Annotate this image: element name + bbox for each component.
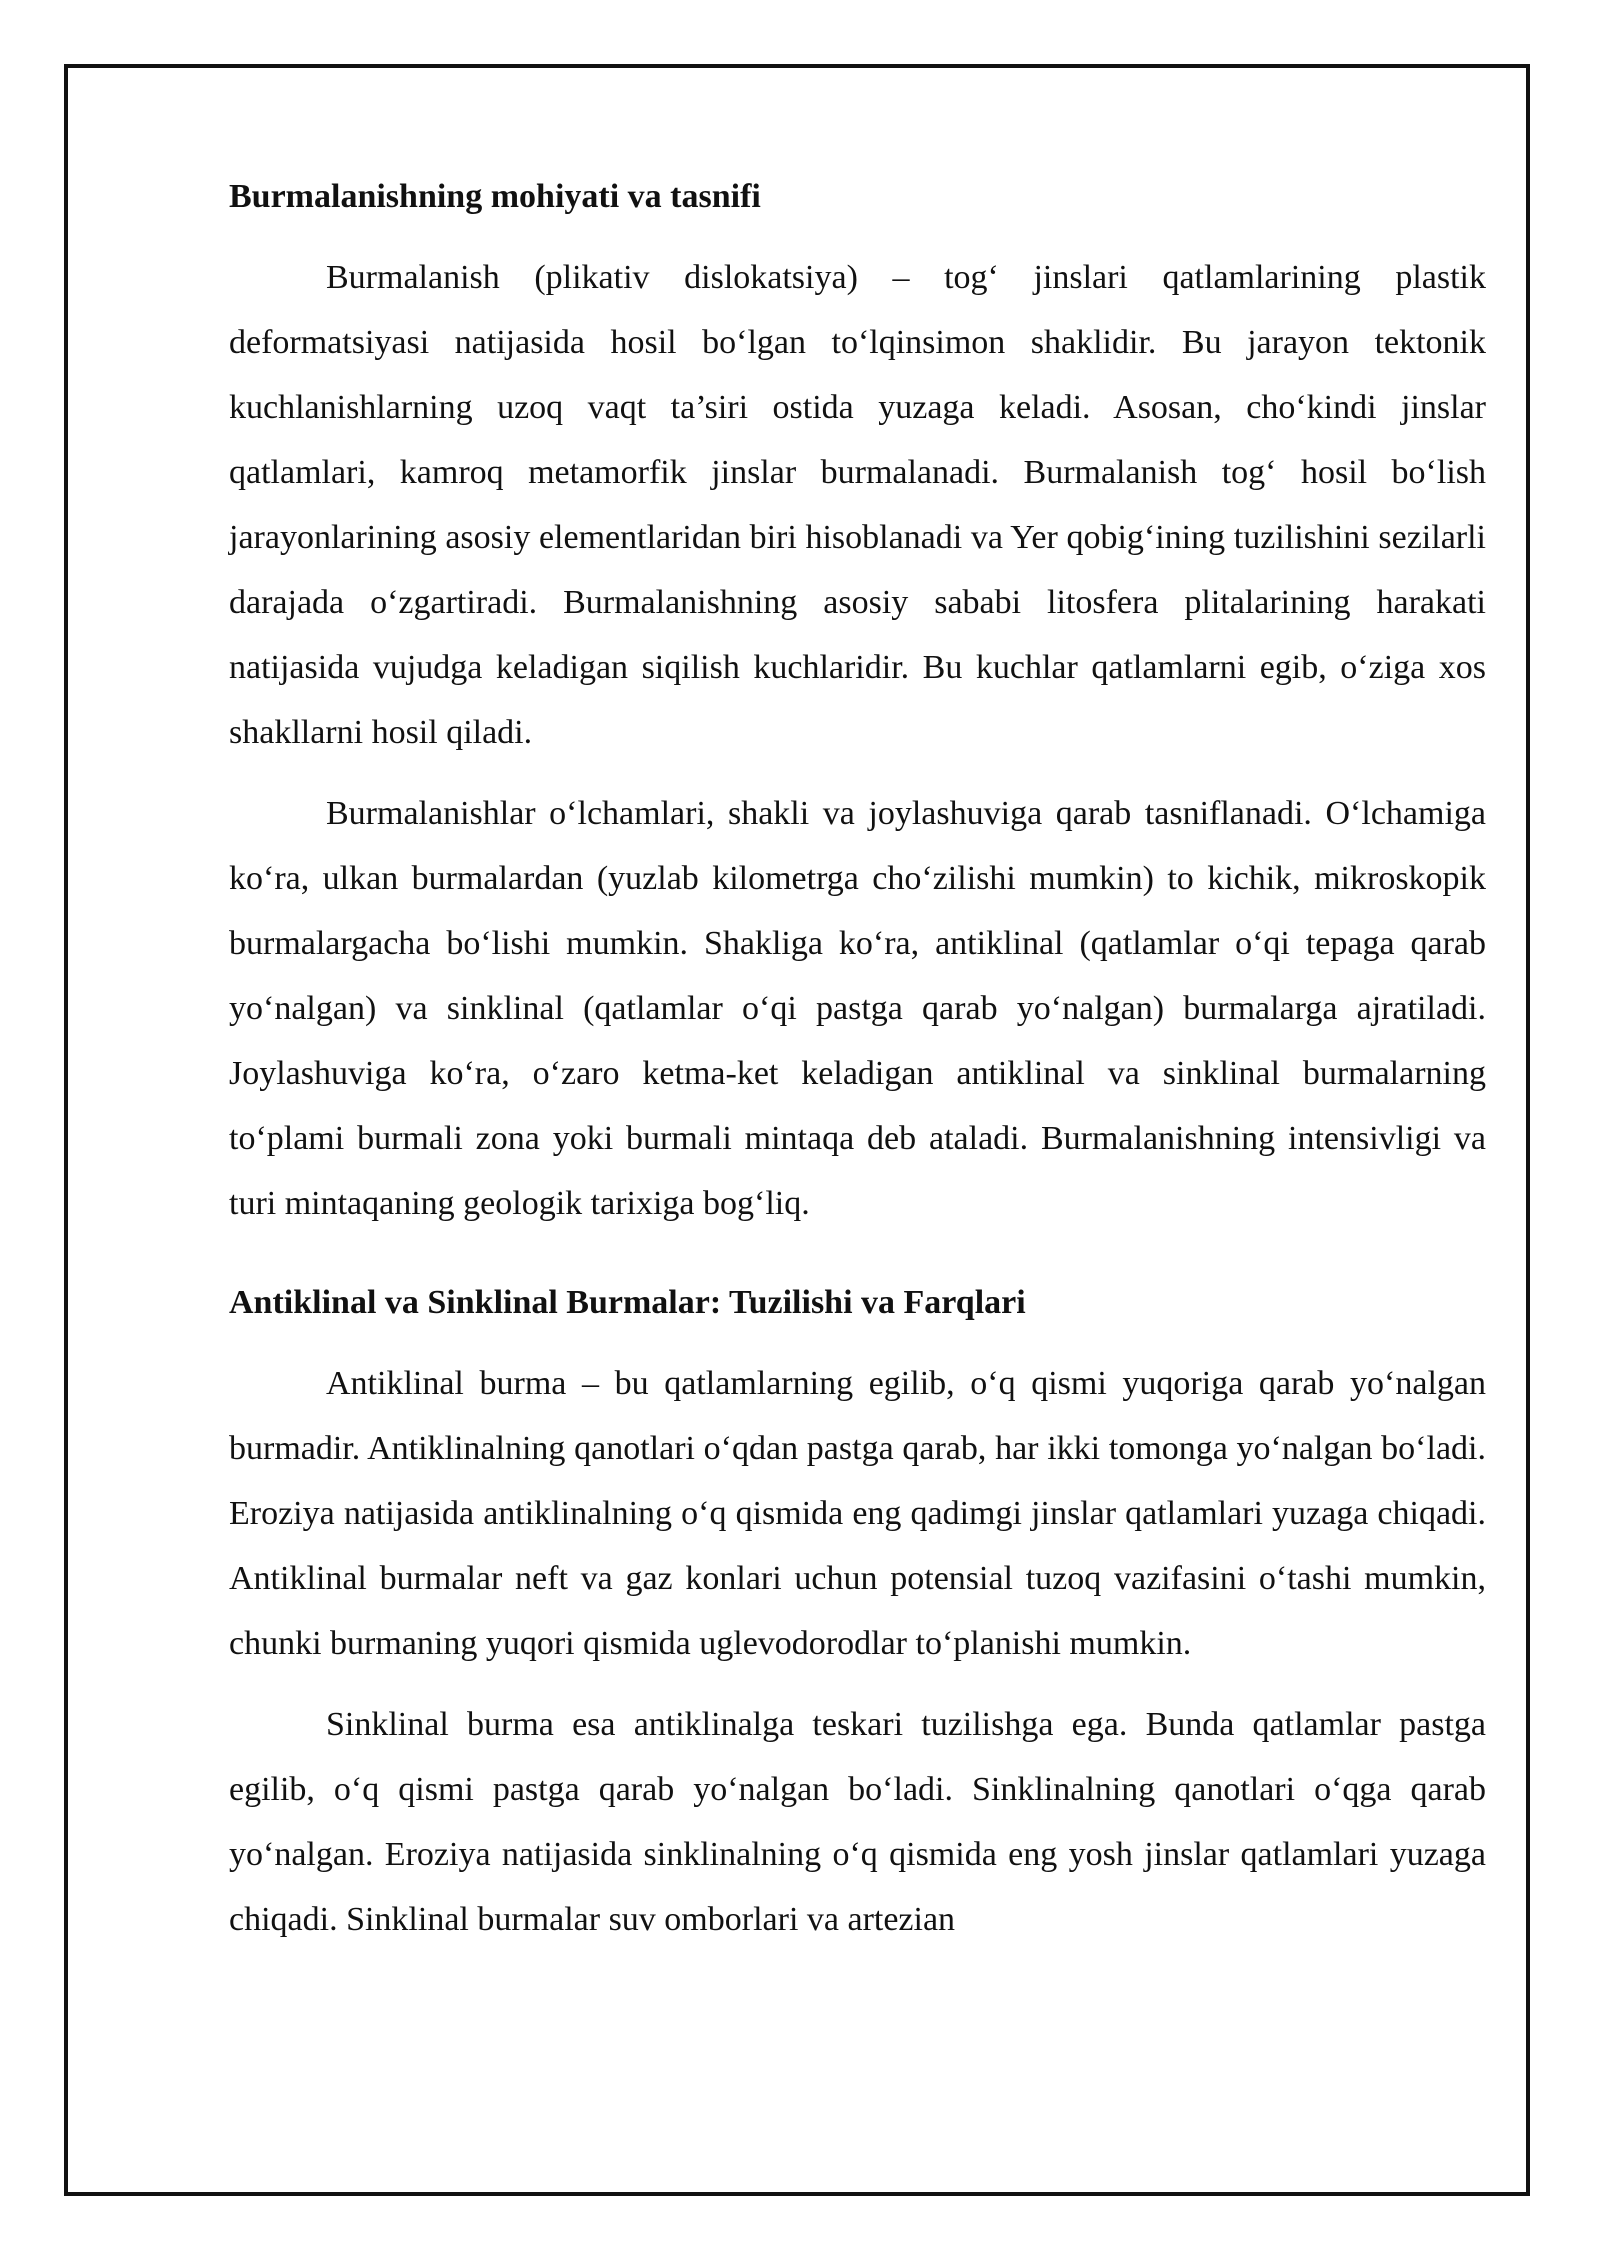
paragraph-anticline: Antiklinal burma – bu qatlamlarning egilib, o‘q qismi yuqoriga qarab yo‘nalgan burmadir. Antiklinalning qanotlari o‘qdan pastga qarab, har ikki tomonga yo‘nalgan bo‘ladi. Eroziya natijasida antiklinalning o‘q qismida eng qadimgi jinslar qatlamlari yuzaga chiqadi. Antiklinal burmalar neft va gaz konlari uchun potensial tuzoq vazifasini o‘tashi mumkin, chunki burmaning yuqori qismida uglevodorodlar to‘planishi mumkin. <box>229 1365 1486 1662</box>
paragraph-folding-definition: Burmalanish (plikativ dislokatsiya) – tog‘ jinslari qatlamlarining plastik deformatsiyasi natijasida hosil bo‘lgan to‘lqinsimon shaklidir. Bu jarayon tektonik kuchlanishlarning uzoq vaqt ta’siri ostida yuzaga keladi. Asosan, cho‘kindi jinslar qatlamlari, kamroq metamorfik jinslar burmalanadi. Burmalanish tog‘ hosil bo‘lish jarayonlarining asosiy elementlaridan biri hisoblanadi va Yer qobig‘ining tuzilishini sezilarli darajada o‘zgartiradi. Burmalanishning asosiy sababi litosfera plitalarining harakati natijasida vujudga keladigan siqilish kuchlaridir. Bu kuchlar qatlamlarni egib, o‘ziga xos shakllarni hosil qiladi. <box>229 259 1486 751</box>
section-heading-folding-essence: Burmalanishning mohiyati va tasnifi <box>229 178 761 215</box>
paragraph-folding-classification: Burmalanishlar o‘lchamlari, shakli va joylashuviga qarab tasniflanadi. O‘lchamiga ko‘ra, ulkan burmalardan (yuzlab kilometrga cho‘zilishi mumkin) to kichik, mikroskopik burmalargacha bo‘lishi mumkin. Shakliga ko‘ra, antiklinal (qatlamlar o‘qi tepaga qarab yo‘nalgan) va sinklinal (qatlamlar o‘qi pastga qarab yo‘nalgan) burmalarga ajratiladi. Joylashuviga ko‘ra, o‘zaro ketma-ket keladigan antiklinal va sinklinal burmalarning to‘plami burmali zona yoki burmali mintaqa deb ataladi. Burmalanishning intensivligi va turi mintaqaning geologik tarixiga bog‘liq. <box>229 795 1486 1222</box>
section-heading-anticline-syncline: Antiklinal va Sinklinal Burmalar: Tuzilishi va Farqlari <box>229 1284 1026 1321</box>
paragraph-syncline: Sinklinal burma esa antiklinalga teskari tuzilishga ega. Bunda qatlamlar pastga egilib, o‘q qismi pastga qarab yo‘nalgan bo‘ladi. Sinklinalning qanotlari o‘qga qarab yo‘nalgan. Eroziya natijasida sinklinalning o‘q qismida eng yosh jinslar qatlamlari yuzaga chiqadi. Sinklinal burmalar suv omborlari va artezian <box>229 1706 1486 1938</box>
document-body <box>229 164 1486 1968</box>
